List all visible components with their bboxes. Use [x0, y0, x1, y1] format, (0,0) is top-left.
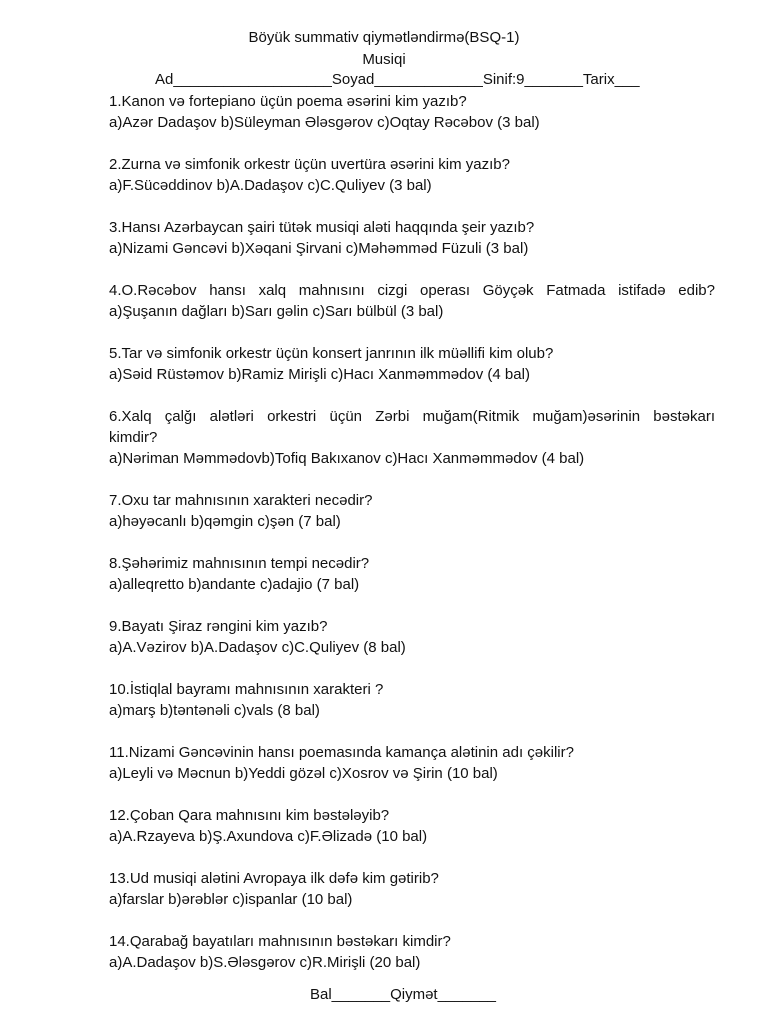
question-options: a)Azər Dadaşov b)Süleyman Ələsgərov c)Oqtay Rəcəbov (3 bal)	[109, 114, 540, 131]
question-1	[109, 91, 715, 133]
question-7	[109, 490, 715, 532]
question-options: a)alleqretto b)andante c)adajio (7 bal)	[109, 576, 360, 593]
question-11	[109, 742, 715, 784]
question-text: 13.Ud musiqi alətini Avropaya ilk dəfə kim gətirib?	[109, 870, 439, 887]
question-options: a)A.Vəzirov b)A.Dadaşov c)C.Quliyev (8 bal)	[109, 639, 406, 656]
question-text: 9.Bayatı Şiraz rəngini kim yazıb?	[109, 618, 328, 635]
subject-title: Musiqi	[362, 51, 406, 68]
question-text: 4.O.Rəcəbov hansı xalq mahnısını cizgi operası Göyçək Fatmada istifadə edib?	[109, 282, 715, 299]
question-3	[109, 217, 715, 259]
question-options: a)Nəriman Məmmədovb)Tofiq Bakıxanov c)Hacı Xanməmmədov (4 bal)	[109, 450, 585, 467]
question-text: 11.Nizami Gəncəvinin hansı poemasında kamança alətinin adı çəkilir?	[109, 744, 574, 761]
question-4	[109, 280, 715, 322]
question-14	[109, 931, 715, 973]
question-text-continuation: kimdir?	[109, 429, 158, 446]
question-text: 8.Şəhərimiz mahnısının tempi necədir?	[109, 555, 370, 572]
question-options: a)farslar b)ərəblər c)ispanlar (10 bal)	[109, 891, 353, 908]
question-options: a)marş b)təntənəli c)vals (8 bal)	[109, 702, 320, 719]
question-text: 10.İstiqlal bayramı mahnısının xarakteri ?	[109, 681, 384, 698]
question-options: a)Şuşanın dağları b)Sarı gəlin c)Sarı bülbül (3 bal)	[109, 303, 444, 320]
question-2	[109, 154, 715, 196]
question-9	[109, 616, 715, 658]
question-text: 12.Çoban Qara mahnısını kim bəstələyib?	[109, 807, 390, 824]
question-text: 2.Zurna və simfonik orkestr üçün uvertüra əsərini kim yazıb?	[109, 156, 510, 173]
question-text: 7.Oxu tar mahnısının xarakteri necədir?	[109, 492, 373, 509]
question-text: 14.Qarabağ bayatıları mahnısının bəstəkarı kimdir?	[109, 933, 451, 950]
question-text: 6.Xalq çalğı alətləri orkestri üçün Zərbi muğam(Ritmik muğam)əsərinin bəstəkarı	[109, 408, 715, 425]
question-options: a)Leyli və Məcnun b)Yeddi gözəl c)Xosrov və Şirin (10 bal)	[109, 765, 498, 782]
question-options: a)A.Dadaşov b)S.Ələsgərov c)R.Mirişli (20 bal)	[109, 954, 421, 971]
question-list	[109, 91, 715, 994]
question-options: a)Səid Rüstəmov b)Ramiz Mirişli c)Hacı Xanməmmədov (4 bal)	[109, 366, 530, 383]
question-text: 5.Tar və simfonik orkestr üçün konsert janrının ilk müəllifi kim olub?	[109, 345, 554, 362]
question-12	[109, 805, 715, 847]
score-grade-fields: Bal_______Qiymət_______	[310, 986, 496, 1003]
question-options: a)A.Rzayeva b)Ş.Axundova c)F.Əlizadə (10 bal)	[109, 828, 428, 845]
question-6	[109, 406, 715, 469]
question-10	[109, 679, 715, 721]
question-options: a)F.Sücəddinov b)A.Dadaşov c)C.Quliyev (3 bal)	[109, 177, 432, 194]
question-8	[109, 553, 715, 595]
question-text: 3.Hansı Azərbaycan şairi tütək musiqi aləti haqqında şeir yazıb?	[109, 219, 535, 236]
student-info-fields: Ad___________________Soyad_____________Sinif:9_______Tarix___	[155, 71, 640, 88]
question-options: a)həyəcanlı b)qəmgin c)şən (7 bal)	[109, 513, 341, 530]
question-options: a)Nizami Gəncəvi b)Xəqani Şirvani c)Məhəmməd Füzuli (3 bal)	[109, 240, 529, 257]
document-title: Böyük summativ qiymətləndirmə(BSQ-1)	[248, 29, 520, 46]
question-text: 1.Kanon və fortepiano üçün poema əsərini kim yazıb?	[109, 93, 467, 110]
question-5	[109, 343, 715, 385]
question-13	[109, 868, 715, 910]
